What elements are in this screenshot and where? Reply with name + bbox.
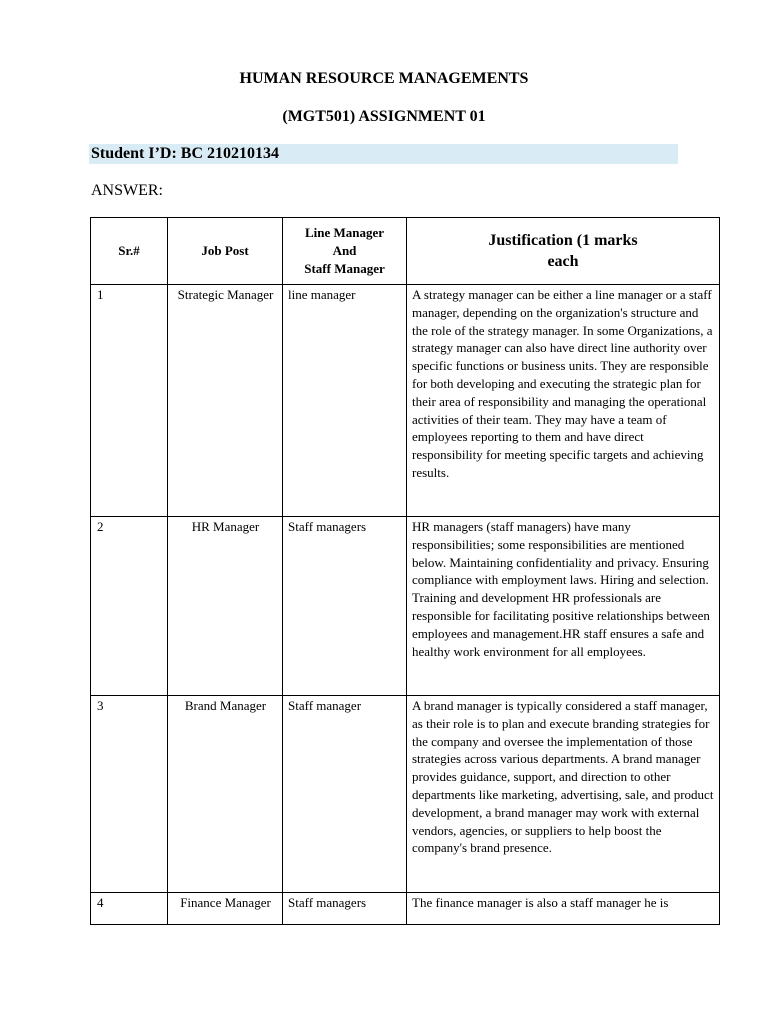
cell-sr: 2 (91, 517, 168, 696)
answer-label: ANSWER: (91, 182, 163, 199)
header-justification: Justification (1 marks each (407, 218, 720, 285)
cell-justification: The finance manager is also a staff manager he is (407, 893, 720, 925)
cell-job-post: Brand Manager (168, 696, 283, 893)
assignment-title: (MGT501) ASSIGNMENT 01 (282, 108, 486, 125)
cell-job-post: HR Manager (168, 517, 283, 696)
header-sr: Sr.# (91, 218, 168, 285)
table-row (91, 285, 720, 517)
cell-sr: 3 (91, 696, 168, 893)
cell-justification: A strategy manager can be either a line manager or a staff manager, depending on the organization's structure and the role of the strategy manager. In some Organizations, a strategy manager can also have direct line authority over specific functions or business units. They are responsible for both developing and executing the strategic plan for their area of responsibility and managing the operational activities of their team. They may have a team of employees reporting to them and have direct responsibility for meeting specific targets and achieving results. (407, 285, 720, 517)
table-row (91, 517, 720, 696)
document-title: HUMAN RESOURCE MANAGEMENTS (239, 70, 529, 87)
cell-manager-type: Staff managers (283, 517, 407, 696)
cell-sr: 1 (91, 285, 168, 517)
cell-job-post: Strategic Manager (168, 285, 283, 517)
table-header-row (91, 218, 720, 285)
cell-manager-type: line manager (283, 285, 407, 517)
header-manager-type: Line Manager And Staff Manager (283, 218, 407, 285)
header-job-post: Job Post (168, 218, 283, 285)
cell-job-post: Finance Manager (168, 893, 283, 925)
cell-manager-type: Staff manager (283, 696, 407, 893)
student-id: Student I’D: BC 210210134 (91, 145, 280, 162)
cell-justification: HR managers (staff managers) have many responsibilities; some responsibilities are mentioned below. Maintaining confidentiality and privacy. Ensuring compliance with employment laws. Hiring and selection. Training and development HR professionals are responsible for facilitating positive relationships between employees and management.HR staff ensures a safe and healthy work environment for all employees. (407, 517, 720, 696)
assignment-table (90, 217, 720, 925)
cell-manager-type: Staff managers (283, 893, 407, 925)
table-row (91, 893, 720, 925)
cell-sr: 4 (91, 893, 168, 925)
table-row (91, 696, 720, 893)
cell-justification: A brand manager is typically considered a staff manager, as their role is to plan and execute branding strategies for the company and oversee the implementation of those strategies across various departments. A brand manager provides guidance, support, and direction to other departments like marketing, advertising, sale, and product development, a brand manager may work with external vendors, agencies, or suppliers to help boost the company's brand presence. (407, 696, 720, 893)
